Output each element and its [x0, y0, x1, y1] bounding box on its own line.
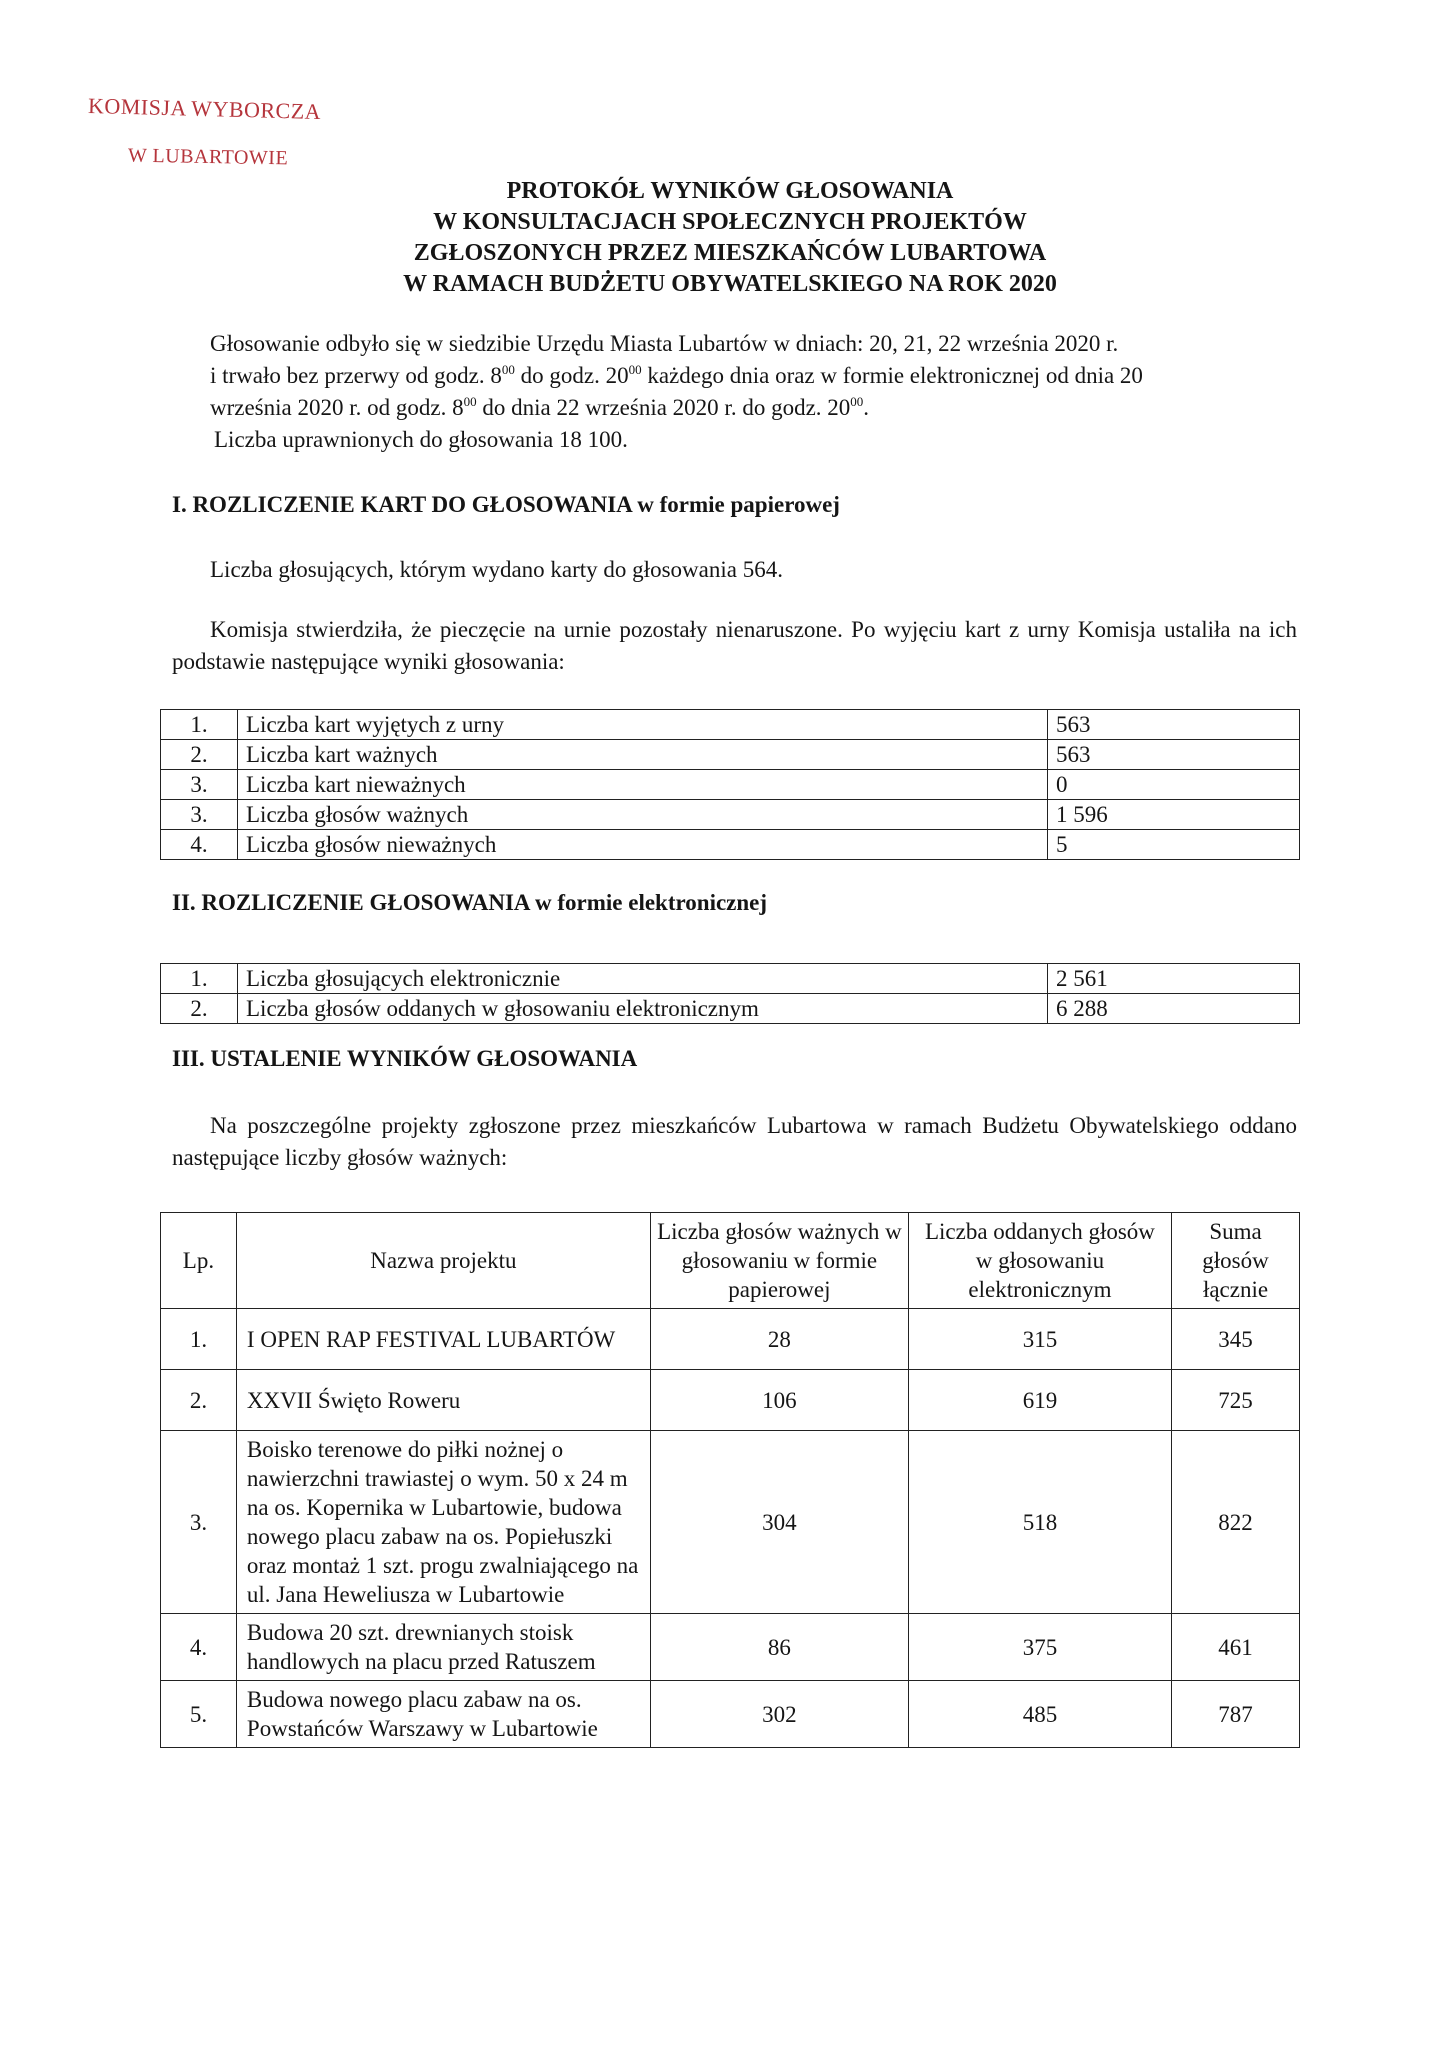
- row-label: Liczba głosujących elektronicznie: [238, 964, 1048, 994]
- intro-text: do godz. 20: [514, 363, 629, 388]
- header-paper-votes: Liczba głosów ważnych w głosowaniu w formie papierowej: [650, 1213, 908, 1309]
- row-value: 563: [1048, 740, 1300, 770]
- title-line-3: ZGŁOSZONYCH PRZEZ MIESZKAŃCÓW LUBARTOWA: [413, 240, 1047, 266]
- intro-line-2: [210, 360, 1300, 392]
- intro-line-1: Głosowanie odbyło się w siedzibie Urzędu Miasta Lubartów w dniach: 20, 21, 22 września 2020 r.: [210, 331, 1119, 356]
- issued-cards-text: Liczba głosujących, którym wydano karty do głosowania 564.: [210, 557, 783, 582]
- row-value: 563: [1048, 710, 1300, 740]
- table-row: [161, 964, 1300, 994]
- project-row: [161, 1309, 1300, 1370]
- section-2-heading-bold: II. ROZLICZENIE GŁOSOWANIA: [172, 890, 530, 915]
- project-electronic-votes: 485: [908, 1681, 1171, 1748]
- project-lp: 2.: [161, 1370, 237, 1431]
- superscript: 00: [850, 394, 864, 409]
- commission-stamp-line1: KOMISJA WYBORCZA: [87, 92, 322, 125]
- section-1-heading-rest: w formie papierowej: [631, 492, 840, 517]
- table-row: [161, 830, 1300, 860]
- header-project-name: Nazwa projektu: [236, 1213, 650, 1309]
- row-label: Liczba kart nieważnych: [238, 770, 1048, 800]
- section-1-heading: [172, 492, 840, 518]
- results-table: [160, 1212, 1300, 1748]
- project-electronic-votes: 315: [908, 1309, 1171, 1370]
- eligible-voters: Liczba uprawnionych do głosowania 18 100.: [214, 427, 628, 452]
- title-line-4: W RAMACH BUDŻETU OBYWATELSKIEGO NA ROK 2020: [403, 271, 1057, 297]
- project-paper-votes: 106: [650, 1370, 908, 1431]
- project-row: [161, 1431, 1300, 1614]
- electronic-voting-table: [160, 963, 1300, 1024]
- header-lp: Lp.: [161, 1213, 237, 1309]
- row-label: Liczba kart ważnych: [238, 740, 1048, 770]
- project-electronic-votes: 375: [908, 1614, 1171, 1681]
- row-value: 1 596: [1048, 800, 1300, 830]
- row-label: Liczba głosów oddanych w głosowaniu elektronicznym: [238, 994, 1048, 1024]
- project-total-votes: 461: [1172, 1614, 1300, 1681]
- project-paper-votes: 304: [650, 1431, 908, 1614]
- intro-line-3: [210, 392, 1300, 424]
- row-number: 4.: [161, 830, 238, 860]
- table-row: [161, 740, 1300, 770]
- project-name: Budowa nowego placu zabaw na os. Powstańców Warszawy w Lubartowie: [236, 1681, 650, 1748]
- section-3-heading: [172, 1046, 637, 1072]
- row-number: 2.: [161, 994, 238, 1024]
- document-title: [300, 176, 1160, 300]
- project-name: I OPEN RAP FESTIVAL LUBARTÓW: [236, 1309, 650, 1370]
- project-lp: 4.: [161, 1614, 237, 1681]
- table-row: [161, 710, 1300, 740]
- table-row: [161, 800, 1300, 830]
- title-line-2: W KONSULTACJACH SPOŁECZNYCH PROJEKTÓW: [433, 209, 1027, 235]
- project-name: Budowa 20 szt. drewnianych stoisk handlowych na placu przed Ratuszem: [236, 1614, 650, 1681]
- row-value: 2 561: [1048, 964, 1300, 994]
- paper-voting-table: [160, 709, 1300, 860]
- project-paper-votes: 28: [650, 1309, 908, 1370]
- row-label: Liczba głosów ważnych: [238, 800, 1048, 830]
- header-electronic-votes: Liczba oddanych głosów w głosowaniu elektronicznym: [908, 1213, 1171, 1309]
- header-total-votes: Suma głosów łącznie: [1172, 1213, 1300, 1309]
- section-3-heading-text: III. USTALENIE WYNIKÓW GŁOSOWANIA: [172, 1046, 638, 1071]
- project-lp: 1.: [161, 1309, 237, 1370]
- project-paper-votes: 86: [650, 1614, 908, 1681]
- project-paper-votes: 302: [650, 1681, 908, 1748]
- section-2-heading: [172, 890, 767, 916]
- project-total-votes: 822: [1172, 1431, 1300, 1614]
- row-number: 1.: [161, 964, 238, 994]
- table-row: [161, 994, 1300, 1024]
- row-number: 3.: [161, 770, 238, 800]
- intro-text: .: [863, 395, 870, 420]
- project-lp: 5.: [161, 1681, 237, 1748]
- intro-text: do dnia 22 września 2020 r. do godz. 20: [476, 395, 851, 420]
- project-total-votes: 345: [1172, 1309, 1300, 1370]
- project-total-votes: 725: [1172, 1370, 1300, 1431]
- title-line-1: PROTOKÓŁ WYNIKÓW GŁOSOWANIA: [506, 178, 954, 204]
- project-electronic-votes: 518: [908, 1431, 1171, 1614]
- row-number: 2.: [161, 740, 238, 770]
- project-row: [161, 1614, 1300, 1681]
- project-total-votes: 787: [1172, 1681, 1300, 1748]
- intro-paragraph: [210, 328, 1300, 456]
- superscript: 00: [501, 362, 515, 377]
- results-intro: Na poszczególne projekty zgłoszone przez mieszkańców Lubartowa w ramach Budżetu Obywatelskiego oddano następujące liczby głosów ważnych:: [172, 1113, 1297, 1170]
- project-name: XXVII Święto Roweru: [236, 1370, 650, 1431]
- row-value: 0: [1048, 770, 1300, 800]
- project-row: [161, 1370, 1300, 1431]
- superscript: 00: [628, 362, 642, 377]
- row-number: 1.: [161, 710, 238, 740]
- project-name: Boisko terenowe do piłki nożnej o nawierzchni trawiastej o wym. 50 x 24 m na os. Kopernika w Lubartowie, budowa nowego placu zabaw na os. Popiełuszki oraz montaż 1 szt. progu zwalniającego na ul. Jana Heweliusza w Lubartowie: [236, 1431, 650, 1614]
- section-1-heading-bold: I. ROZLICZENIE KART DO GŁOSOWANIA: [172, 492, 632, 517]
- intro-text: września 2020 r. od godz. 8: [210, 395, 464, 420]
- commission-stamp-line2: W LUBARTOWIE: [127, 144, 289, 170]
- commission-statement: Komisja stwierdziła, że pieczęcie na urnie pozostały nienaruszone. Po wyjęciu kart z urny Komisja ustaliła na ich podstawie następujące wyniki głosowania:: [172, 617, 1297, 674]
- project-electronic-votes: 619: [908, 1370, 1171, 1431]
- results-header-row: [161, 1213, 1300, 1309]
- project-row: [161, 1681, 1300, 1748]
- section-2-heading-rest: w formie elektronicznej: [529, 890, 768, 915]
- row-label: Liczba kart wyjętych z urny: [238, 710, 1048, 740]
- row-value: 5: [1048, 830, 1300, 860]
- table-row: [161, 770, 1300, 800]
- row-number: 3.: [161, 800, 238, 830]
- intro-text: każdego dnia oraz w formie elektronicznej od dnia 20: [641, 363, 1143, 388]
- row-value: 6 288: [1048, 994, 1300, 1024]
- project-lp: 3.: [161, 1431, 237, 1614]
- row-label: Liczba głosów nieważnych: [238, 830, 1048, 860]
- superscript: 00: [463, 394, 477, 409]
- intro-text: i trwało bez przerwy od godz. 8: [210, 363, 502, 388]
